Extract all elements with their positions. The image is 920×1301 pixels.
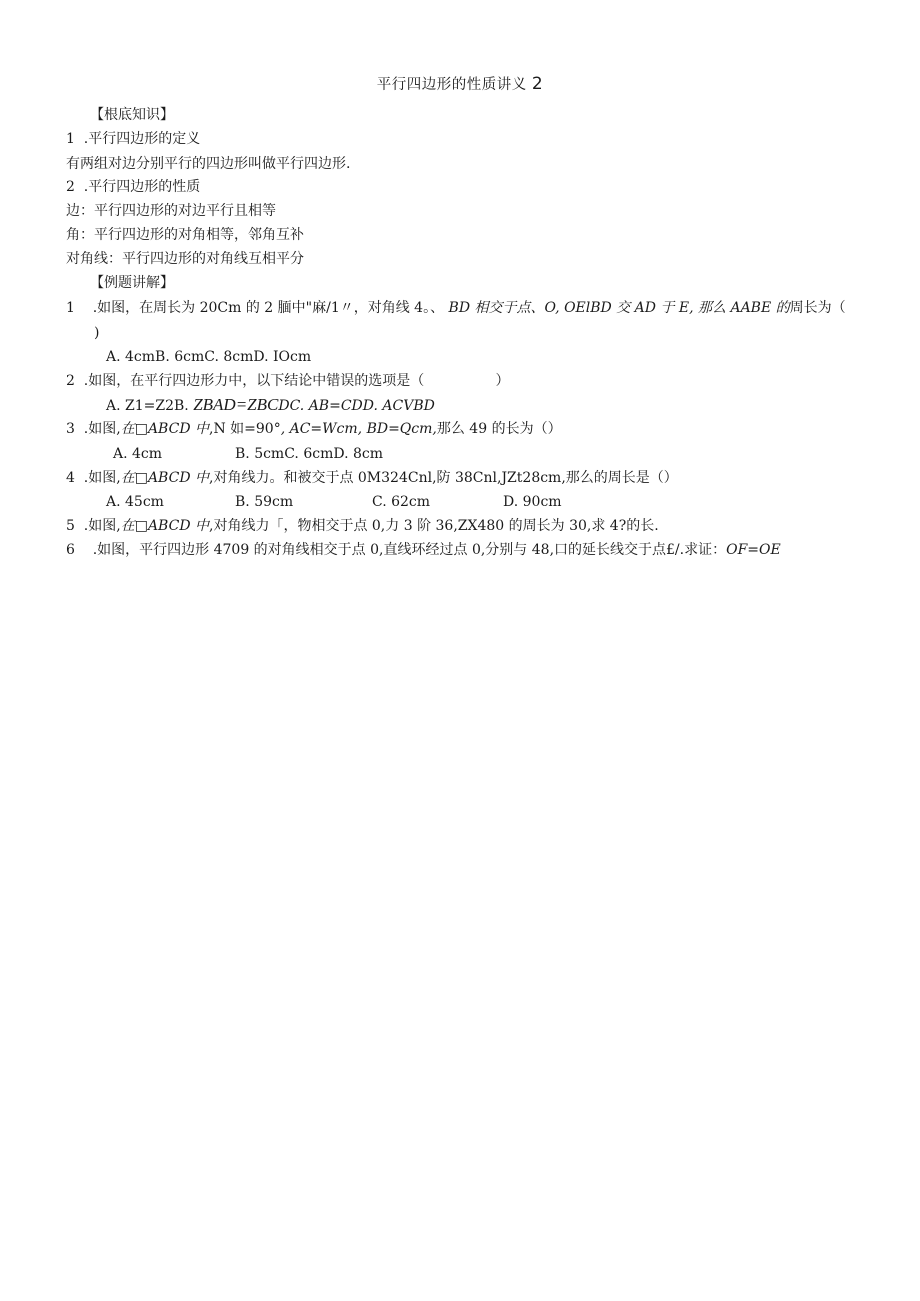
basics-item1-body: 有两组对边分别平行的四边形叫做平行四边形.	[66, 156, 351, 172]
q2-option-a: A. Z1=Z2B.	[106, 398, 194, 414]
q4-option-d: D. 90cm	[503, 494, 562, 510]
q3-italic2: , AC=Wcm, BD=Qcm,	[280, 421, 437, 437]
question-1	[66, 299, 846, 317]
q1-part2: BD 相交于点、O, OElBD 交 AD 于 E, 那么 AABE 的	[448, 300, 790, 316]
q4-italic1: 在□ABCD 中	[120, 470, 209, 486]
q3-suffix: 那么 49 的长为（）	[436, 421, 562, 437]
question-6	[66, 541, 781, 559]
q3-options-bcd: B. 5cmC. 6cmD. 8cm	[235, 446, 383, 462]
q2-option-b: ZBAD=ZBC	[193, 395, 279, 414]
q3-italic1: 在□ABCD 中	[120, 421, 209, 437]
basics-diagonal: 对角线：平行四边形的对角线互相平分	[66, 251, 304, 267]
q4-option-b: B. 59cm	[235, 494, 294, 510]
q4-suffix: ,对角线力。和被交于点 0M324Cnl,防 38Cnl,JZt28cm,那么的周长是（）	[209, 470, 678, 486]
q1-options: A. 4cmB. 6cmC. 8cmD. IOcm	[106, 349, 312, 365]
q3-mid: ,N 如=90°	[209, 421, 281, 437]
question-3	[66, 420, 562, 438]
question-5	[66, 517, 659, 535]
basics-item1-title: 1 .平行四边形的定义	[66, 131, 201, 147]
q2-option-c: DC. AB=CDD. ACVBD	[278, 398, 435, 414]
q5-suffix: ,对角线力「，物相交于点 0,力 3 阶 36,ZX480 的周长为 30,求 4?的长.	[209, 518, 659, 534]
q2-options	[106, 396, 435, 415]
q6-italic: OF=OE	[726, 542, 781, 558]
question-2: 2 .如图，在平行四边形力中，以下结论中错误的选项是（ ）	[66, 373, 510, 389]
q5-italic1: 在□ABCD 中	[120, 518, 209, 534]
q1-part1: 1 .如图，在周长为 20Cm 的 2 腼中"麻/1〃，对角线 4。、	[66, 300, 445, 316]
q6-text: 6 .如图，平行四边形 4709 的对角线相交于点 0,直线环经过点 0,分别与 48,口的延长线交于点£/.求证：	[66, 542, 727, 558]
q1-part3: 周长为（	[789, 300, 846, 316]
section-heading-examples: 【例题讲解】	[90, 275, 174, 291]
basics-item2-title: 2 .平行四边形的性质	[66, 179, 201, 195]
q3-prefix: 3 .如图,	[66, 421, 121, 437]
q4-option-a: A. 45cm	[106, 494, 164, 510]
title-number: 2	[531, 74, 544, 94]
q5-prefix: 5 .如图,	[66, 518, 121, 534]
basics-edge: 边：平行四边形的对边平行且相等	[66, 203, 276, 219]
basics-angle: 角：平行四边形的对角相等，邻角互补	[66, 227, 304, 243]
title-text: 平行四边形的性质讲义	[376, 77, 527, 93]
q3-option-a: A. 4cm	[113, 446, 163, 462]
section-heading-basics: 【根底知识】	[90, 107, 174, 123]
q1-continuation: )	[94, 325, 100, 341]
q4-prefix: 4 .如图,	[66, 470, 121, 486]
page-title	[0, 75, 920, 94]
q4-option-c: C. 62cm	[372, 494, 431, 510]
question-4	[66, 469, 678, 487]
